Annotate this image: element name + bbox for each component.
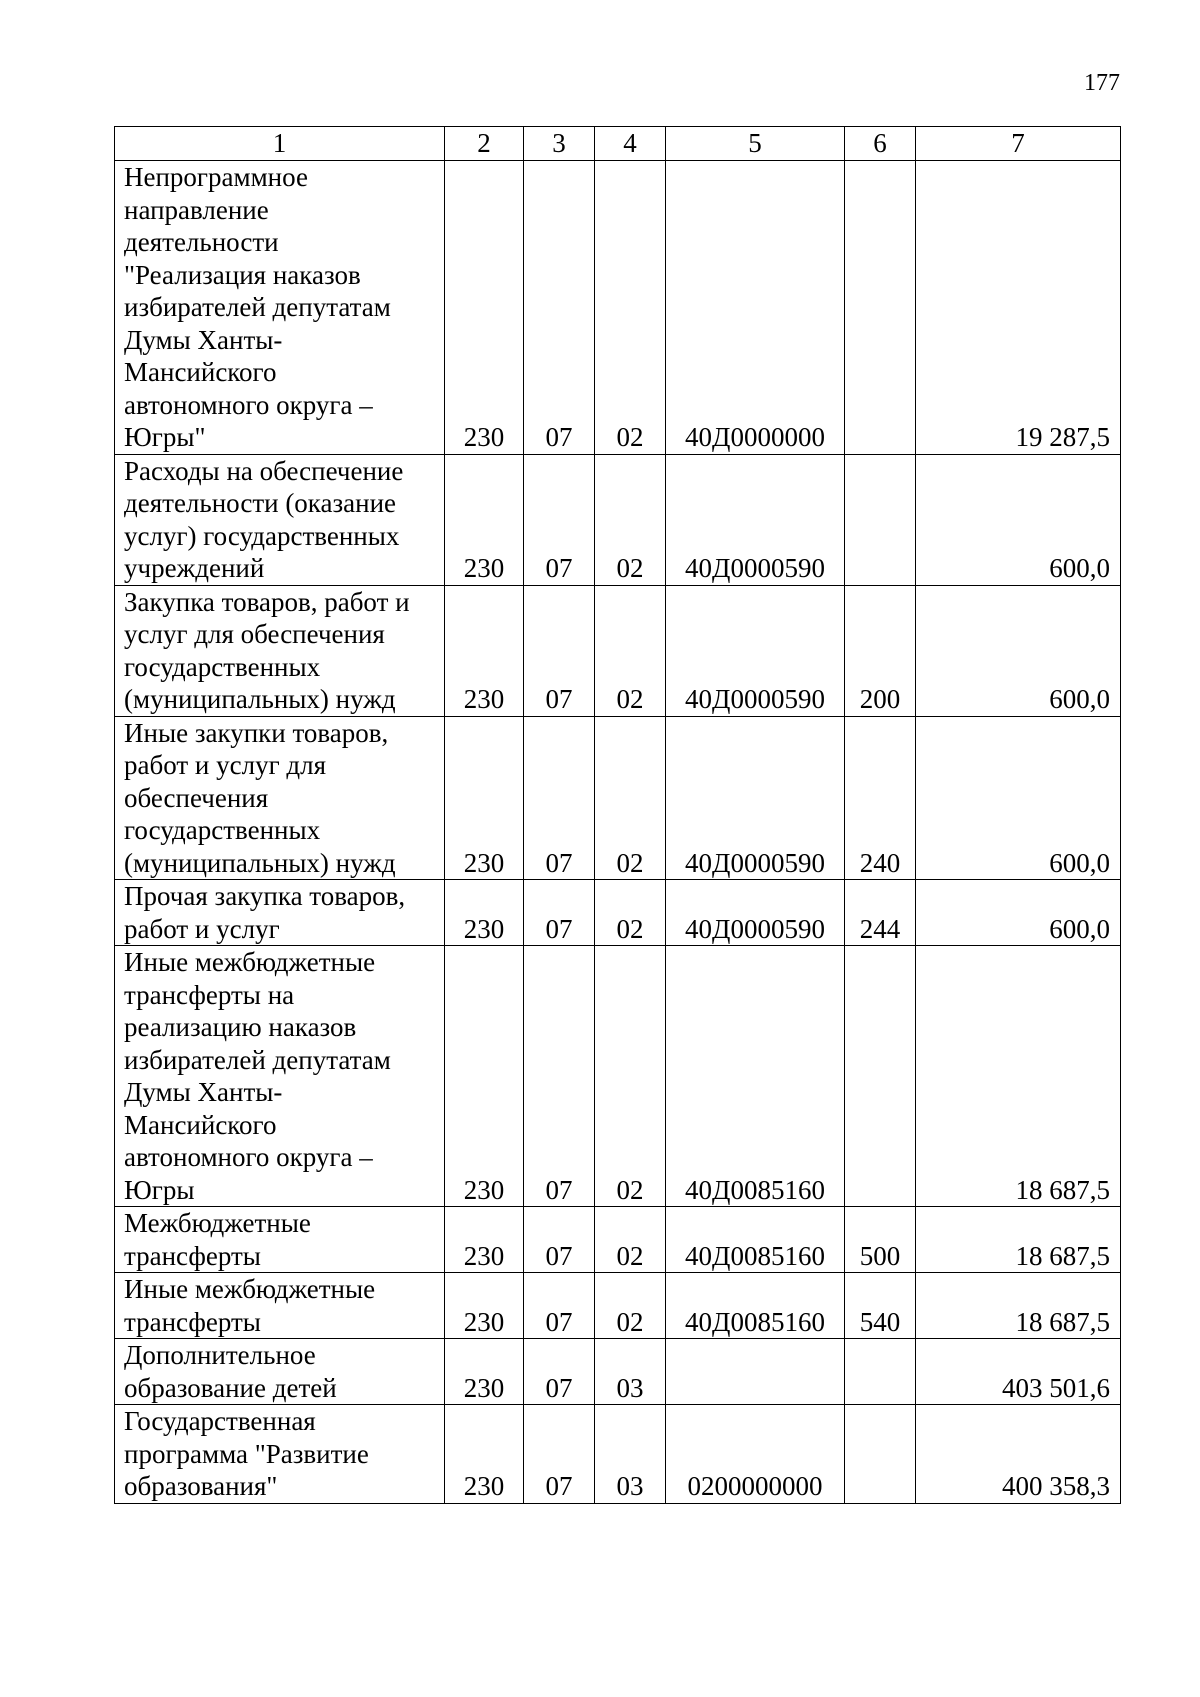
header-cell: 3: [524, 127, 595, 161]
table-row: [115, 716, 1121, 880]
table-row: [115, 1273, 1121, 1339]
row-name-line: Иные межбюджетные: [124, 947, 376, 977]
subsection-code-cell: 07: [524, 1207, 595, 1273]
chapter-code-cell: 02: [595, 454, 666, 585]
row-name-line: Межбюджетные: [124, 1208, 311, 1238]
target-article-cell: 40Д0085160: [666, 946, 845, 1207]
subsection-code-cell: 07: [524, 454, 595, 585]
target-article-cell: 40Д0000590: [666, 585, 845, 716]
target-article-cell: 0200000000: [666, 1405, 845, 1504]
table-row: [115, 585, 1121, 716]
table-row: [115, 880, 1121, 946]
row-name-line: избирателей депутатам: [124, 292, 391, 322]
amount-cell: 400 358,3: [916, 1405, 1121, 1504]
row-name-line: деятельности (оказание: [124, 488, 397, 518]
subsection-code-cell: 07: [524, 585, 595, 716]
row-name-cell: [115, 585, 445, 716]
row-name-line: избирателей депутатам: [124, 1044, 391, 1075]
row-name-line: обеспечения: [124, 782, 269, 813]
target-article-cell: 40Д0000590: [666, 880, 845, 946]
subsection-code-cell: 07: [524, 1405, 595, 1504]
expense-type-cell: 500: [845, 1207, 916, 1273]
row-name-cell: [115, 161, 445, 455]
row-name-line: государственных: [124, 815, 321, 845]
row-name-line: Югры": [124, 422, 206, 452]
expense-type-cell: 240: [845, 716, 916, 880]
table-row: [115, 946, 1121, 1207]
header-row: [115, 127, 1121, 161]
row-name-cell: [115, 880, 445, 946]
header-cell: 5: [666, 127, 845, 161]
row-name-line: трансферты: [124, 1240, 261, 1271]
amount-cell: 18 687,5: [916, 946, 1121, 1207]
row-name-line: трансферты на: [124, 979, 295, 1010]
amount-cell: 600,0: [916, 880, 1121, 946]
header-cell: 2: [445, 127, 524, 161]
section-code-cell: 230: [445, 946, 524, 1207]
section-code-cell: 230: [445, 1207, 524, 1273]
chapter-code-cell: 02: [595, 946, 666, 1207]
target-article-cell: 40Д0085160: [666, 1273, 845, 1339]
row-name-line: автономного округа –: [124, 1142, 373, 1172]
amount-cell: 600,0: [916, 585, 1121, 716]
row-name-cell: [115, 1339, 445, 1405]
row-name-line: Югры: [124, 1174, 195, 1205]
section-code-cell: 230: [445, 716, 524, 880]
row-name-line: трансферты: [124, 1306, 261, 1337]
subsection-code-cell: 07: [524, 1339, 595, 1405]
expense-type-cell: [845, 946, 916, 1207]
subsection-code-cell: 07: [524, 946, 595, 1207]
chapter-code-cell: 03: [595, 1339, 666, 1405]
row-name-line: услуг для обеспечения: [124, 619, 385, 649]
row-name-line: Мансийского: [124, 1109, 277, 1140]
row-name-line: Закупка товаров, работ и: [124, 586, 410, 617]
table-row: [115, 1405, 1121, 1504]
row-name-line: Иные закупки товаров,: [124, 717, 389, 748]
expense-type-cell: [845, 1405, 916, 1504]
amount-cell: 19 287,5: [916, 161, 1121, 455]
expense-type-cell: [845, 161, 916, 455]
amount-cell: 403 501,6: [916, 1339, 1121, 1405]
row-name-line: Прочая закупка товаров,: [124, 881, 406, 911]
row-name-line: работ и услуг для: [124, 750, 327, 780]
chapter-code-cell: 02: [595, 161, 666, 455]
header-cell: 6: [845, 127, 916, 161]
section-code-cell: 230: [445, 161, 524, 455]
amount-cell: 18 687,5: [916, 1273, 1121, 1339]
section-code-cell: 230: [445, 454, 524, 585]
chapter-code-cell: 02: [595, 880, 666, 946]
target-article-cell: [666, 1339, 845, 1405]
row-name-line: Мансийского: [124, 357, 277, 387]
amount-cell: 600,0: [916, 454, 1121, 585]
section-code-cell: 230: [445, 1273, 524, 1339]
amount-cell: 18 687,5: [916, 1207, 1121, 1273]
row-name-line: образования": [124, 1471, 278, 1501]
table-row: [115, 454, 1121, 585]
target-article-cell: 40Д0000590: [666, 454, 845, 585]
row-name-line: "Реализация наказов: [124, 259, 361, 290]
row-name-line: (муниципальных) нужд: [124, 847, 396, 878]
header-cell: 4: [595, 127, 666, 161]
row-name-line: программа "Развитие: [124, 1438, 369, 1469]
table-row: [115, 1207, 1121, 1273]
chapter-code-cell: 03: [595, 1405, 666, 1504]
expense-type-cell: 200: [845, 585, 916, 716]
section-code-cell: 230: [445, 585, 524, 716]
subsection-code-cell: 07: [524, 1273, 595, 1339]
row-name-line: реализацию наказов: [124, 1012, 357, 1042]
target-article-cell: 40Д0000590: [666, 716, 845, 880]
subsection-code-cell: 07: [524, 716, 595, 880]
row-name-line: Иные межбюджетные: [124, 1274, 376, 1304]
row-name-line: услуг) государственных: [124, 520, 400, 551]
expense-type-cell: 244: [845, 880, 916, 946]
row-name-cell: [115, 1273, 445, 1339]
subsection-code-cell: 07: [524, 880, 595, 946]
row-name-line: автономного округа –: [124, 389, 373, 420]
expense-type-cell: [845, 1339, 916, 1405]
chapter-code-cell: 02: [595, 1273, 666, 1339]
chapter-code-cell: 02: [595, 716, 666, 880]
row-name-line: Думы Ханты-: [124, 1077, 283, 1107]
section-code-cell: 230: [445, 1339, 524, 1405]
header-cell: 1: [115, 127, 445, 161]
row-name-cell: [115, 1207, 445, 1273]
row-name-cell: [115, 1405, 445, 1504]
row-name-line: образование детей: [124, 1372, 337, 1403]
section-code-cell: 230: [445, 1405, 524, 1504]
row-name-line: государственных: [124, 651, 321, 682]
row-name-line: учреждений: [124, 553, 265, 583]
subsection-code-cell: 07: [524, 161, 595, 455]
row-name-line: направление: [124, 194, 269, 225]
expense-type-cell: [845, 454, 916, 585]
table-row: [115, 1339, 1121, 1405]
row-name-line: Государственная: [124, 1406, 316, 1436]
row-name-line: Думы Ханты-: [124, 324, 283, 355]
row-name-line: (муниципальных) нужд: [124, 684, 396, 714]
row-name-line: деятельности: [124, 227, 279, 257]
budget-table: [114, 126, 1121, 1504]
expense-type-cell: 540: [845, 1273, 916, 1339]
page-number: 177: [1084, 70, 1120, 96]
table-row: [115, 161, 1121, 455]
row-name-cell: [115, 946, 445, 1207]
section-code-cell: 230: [445, 880, 524, 946]
row-name-cell: [115, 716, 445, 880]
chapter-code-cell: 02: [595, 1207, 666, 1273]
target-article-cell: 40Д0085160: [666, 1207, 845, 1273]
header-cell: 7: [916, 127, 1121, 161]
amount-cell: 600,0: [916, 716, 1121, 880]
row-name-line: работ и услуг: [124, 913, 280, 944]
row-name-cell: [115, 454, 445, 585]
row-name-line: Непрограммное: [124, 162, 308, 192]
target-article-cell: 40Д0000000: [666, 161, 845, 455]
row-name-line: Дополнительное: [124, 1340, 316, 1370]
row-name-line: Расходы на обеспечение: [124, 455, 404, 486]
chapter-code-cell: 02: [595, 585, 666, 716]
